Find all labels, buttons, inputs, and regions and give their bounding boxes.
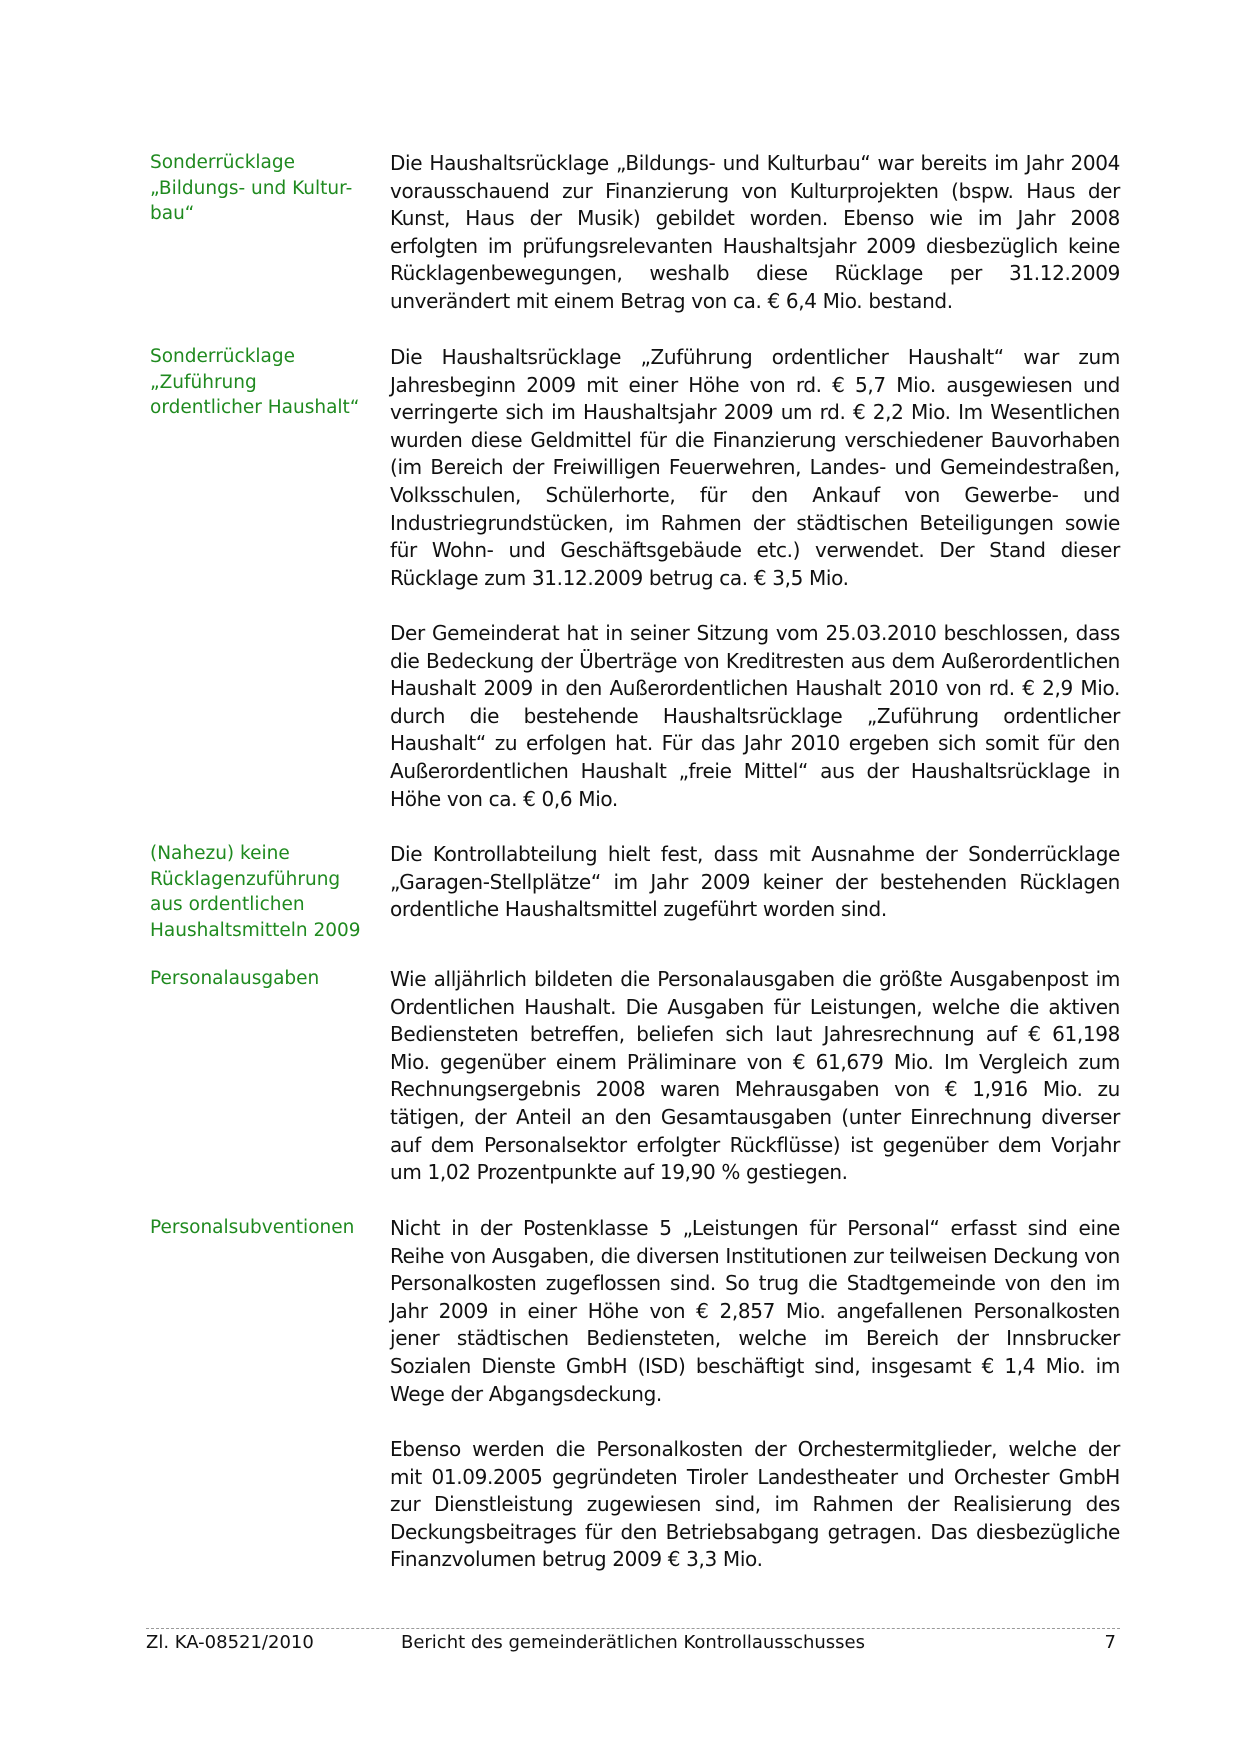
paragraph: Der Gemeinderat hat in seiner Sitzung vom 25.03.2010 beschlossen, dass die Bedeckung der Überträge von Kreditresten aus dem Außerordentlichen Haushalt 2009 in den Außerordentlichen Haushalt 2010 von rd. € 2,9 Mio. durch die bestehende Haushaltsrücklage „Zuführung ordentlicher Haushalt“ zu erfolgen hat. Für das Jahr 2010 ergeben sich somit für den Außerordentlichen Haushalt „freie Mittel“ aus der Haushaltsrücklage in Höhe von ca. € 0,6 Mio. — [390, 621, 1120, 811]
paragraph: Die Haushaltsrücklage „Zuführung ordentlicher Haushalt“ war zum Jahresbeginn 2009 mit einer Höhe von rd. € 5,7 Mio. ausgewiesen und verringerte sich im Haushaltsjahr 2009 um rd. € 2,2 Mio. Im Wesentlichen wurden diese Geldmittel für die Finanzierung verschiedener Bauvorhaben (im Bereich der Freiwilligen Feuerwehren, Landes- und Gemeindestraßen, Volksschulen, Schülerhorte, für den Ankauf von Gewerbe- und Industriegrundstücken, im Rahmen der städtischen Beteiligungen sowie für Wohn- und Geschäftsgebäude etc.) verwendet. Der Stand dieser Rücklage zum 31.12.2009 betrug ca. € 3,5 Mio. — [390, 345, 1120, 590]
margin-note — [150, 841, 365, 943]
paragraph: Wie alljährlich bildeten die Personalausgaben die größte Ausgabenpost im Ordentlichen Haushalt. Die Ausgaben für Leistungen, welche die aktiven Bediensteten betreffen, beliefen sich laut Jahresrechnung auf € 61,198 Mio. gegenüber einem Präliminare von € 61,679 Mio. Im Vergleich zum Rechnungsergebnis 2008 waren Mehrausgaben von € 1,916 Mio. zu tätigen, der Anteil an den Gesamtausgaben (unter Einrechnung diverser auf dem Personalsektor erfolgter Rückflüsse) ist gegenüber dem Vorjahr um 1,02 Prozentpunkte auf 19,90 % gestiegen. — [390, 967, 1120, 1185]
margin-note-text: Sonderrücklage „Bildungs- und Kultur- bau“ — [150, 152, 353, 224]
margin-note — [150, 344, 365, 421]
paragraph: Ebenso werden die Personalkosten der Orchestermitglieder, welche der mit 01.09.2005 gegründeten Tiroler Landestheater und Orchester GmbH zur Dienstleistung zugewiesen sind, im Rahmen der Realisierung des Deckungsbeitrages für den Betriebsabgang getragen. Das diesbezügliche Finanzvolumen betrug 2009 € 3,3 Mio. — [390, 1437, 1120, 1572]
margin-note-text: (Nahezu) keine Rücklagenzuführung aus ordentlichen Haushaltsmitteln 2009 — [150, 843, 361, 941]
paragraph: Nicht in der Postenklasse 5 „Leistungen für Personal“ erfasst sind eine Reihe von Ausgaben, die diversen Institutionen zur teilweisen Deckung von Personalkosten zugeflossen sind. So trug die Stadtgemeinde von den im Jahr 2009 in einer Höhe von € 2,857 Mio. angefallenen Personalkosten jener städtischen Bediensteten, welche im Bereich der Innsbrucker Sozialen Dienste GmbH (ISD) beschäftigt sind, insgesamt € 1,4 Mio. im Wege der Abgangsdeckung. — [390, 1216, 1120, 1406]
margin-note — [150, 150, 365, 227]
footer-reference: Zl. KA-08521/2010 — [146, 1632, 314, 1653]
margin-note: Personalausgaben — [150, 968, 320, 989]
paragraph: Die Haushaltsrücklage „Bildungs- und Kulturbau“ war bereits im Jahr 2004 vorausschauend zur Finanzierung von Kulturprojekten (bspw. Haus der Kunst, Haus der Musik) gebildet worden. Ebenso wie im Jahr 2008 erfolgten im prüfungsrelevanten Haushaltsjahr 2009 diesbezüglich keine Rücklagenbewegungen, weshalb diese Rücklage per 31.12.2009 unverändert mit einem Betrag von ca. € 6,4 Mio. bestand. — [390, 151, 1120, 313]
margin-note-text: Sonderrücklage „Zuführung ordentlicher Haushalt“ — [150, 346, 360, 418]
footer-title: Bericht des gemeinderätlichen Kontrollausschusses — [400, 1632, 866, 1653]
paragraph: Die Kontrollabteilung hielt fest, dass mit Ausnahme der Sonderrücklage „Garagen-Stellplätze“ im Jahr 2009 keiner der bestehenden Rücklagen ordentliche Haushaltsmittel zugeführt worden sind. — [390, 842, 1120, 922]
page-number: 7 — [1104, 1632, 1116, 1653]
page-footer — [146, 1628, 1120, 1658]
margin-note: Personalsubventionen — [150, 1217, 355, 1238]
